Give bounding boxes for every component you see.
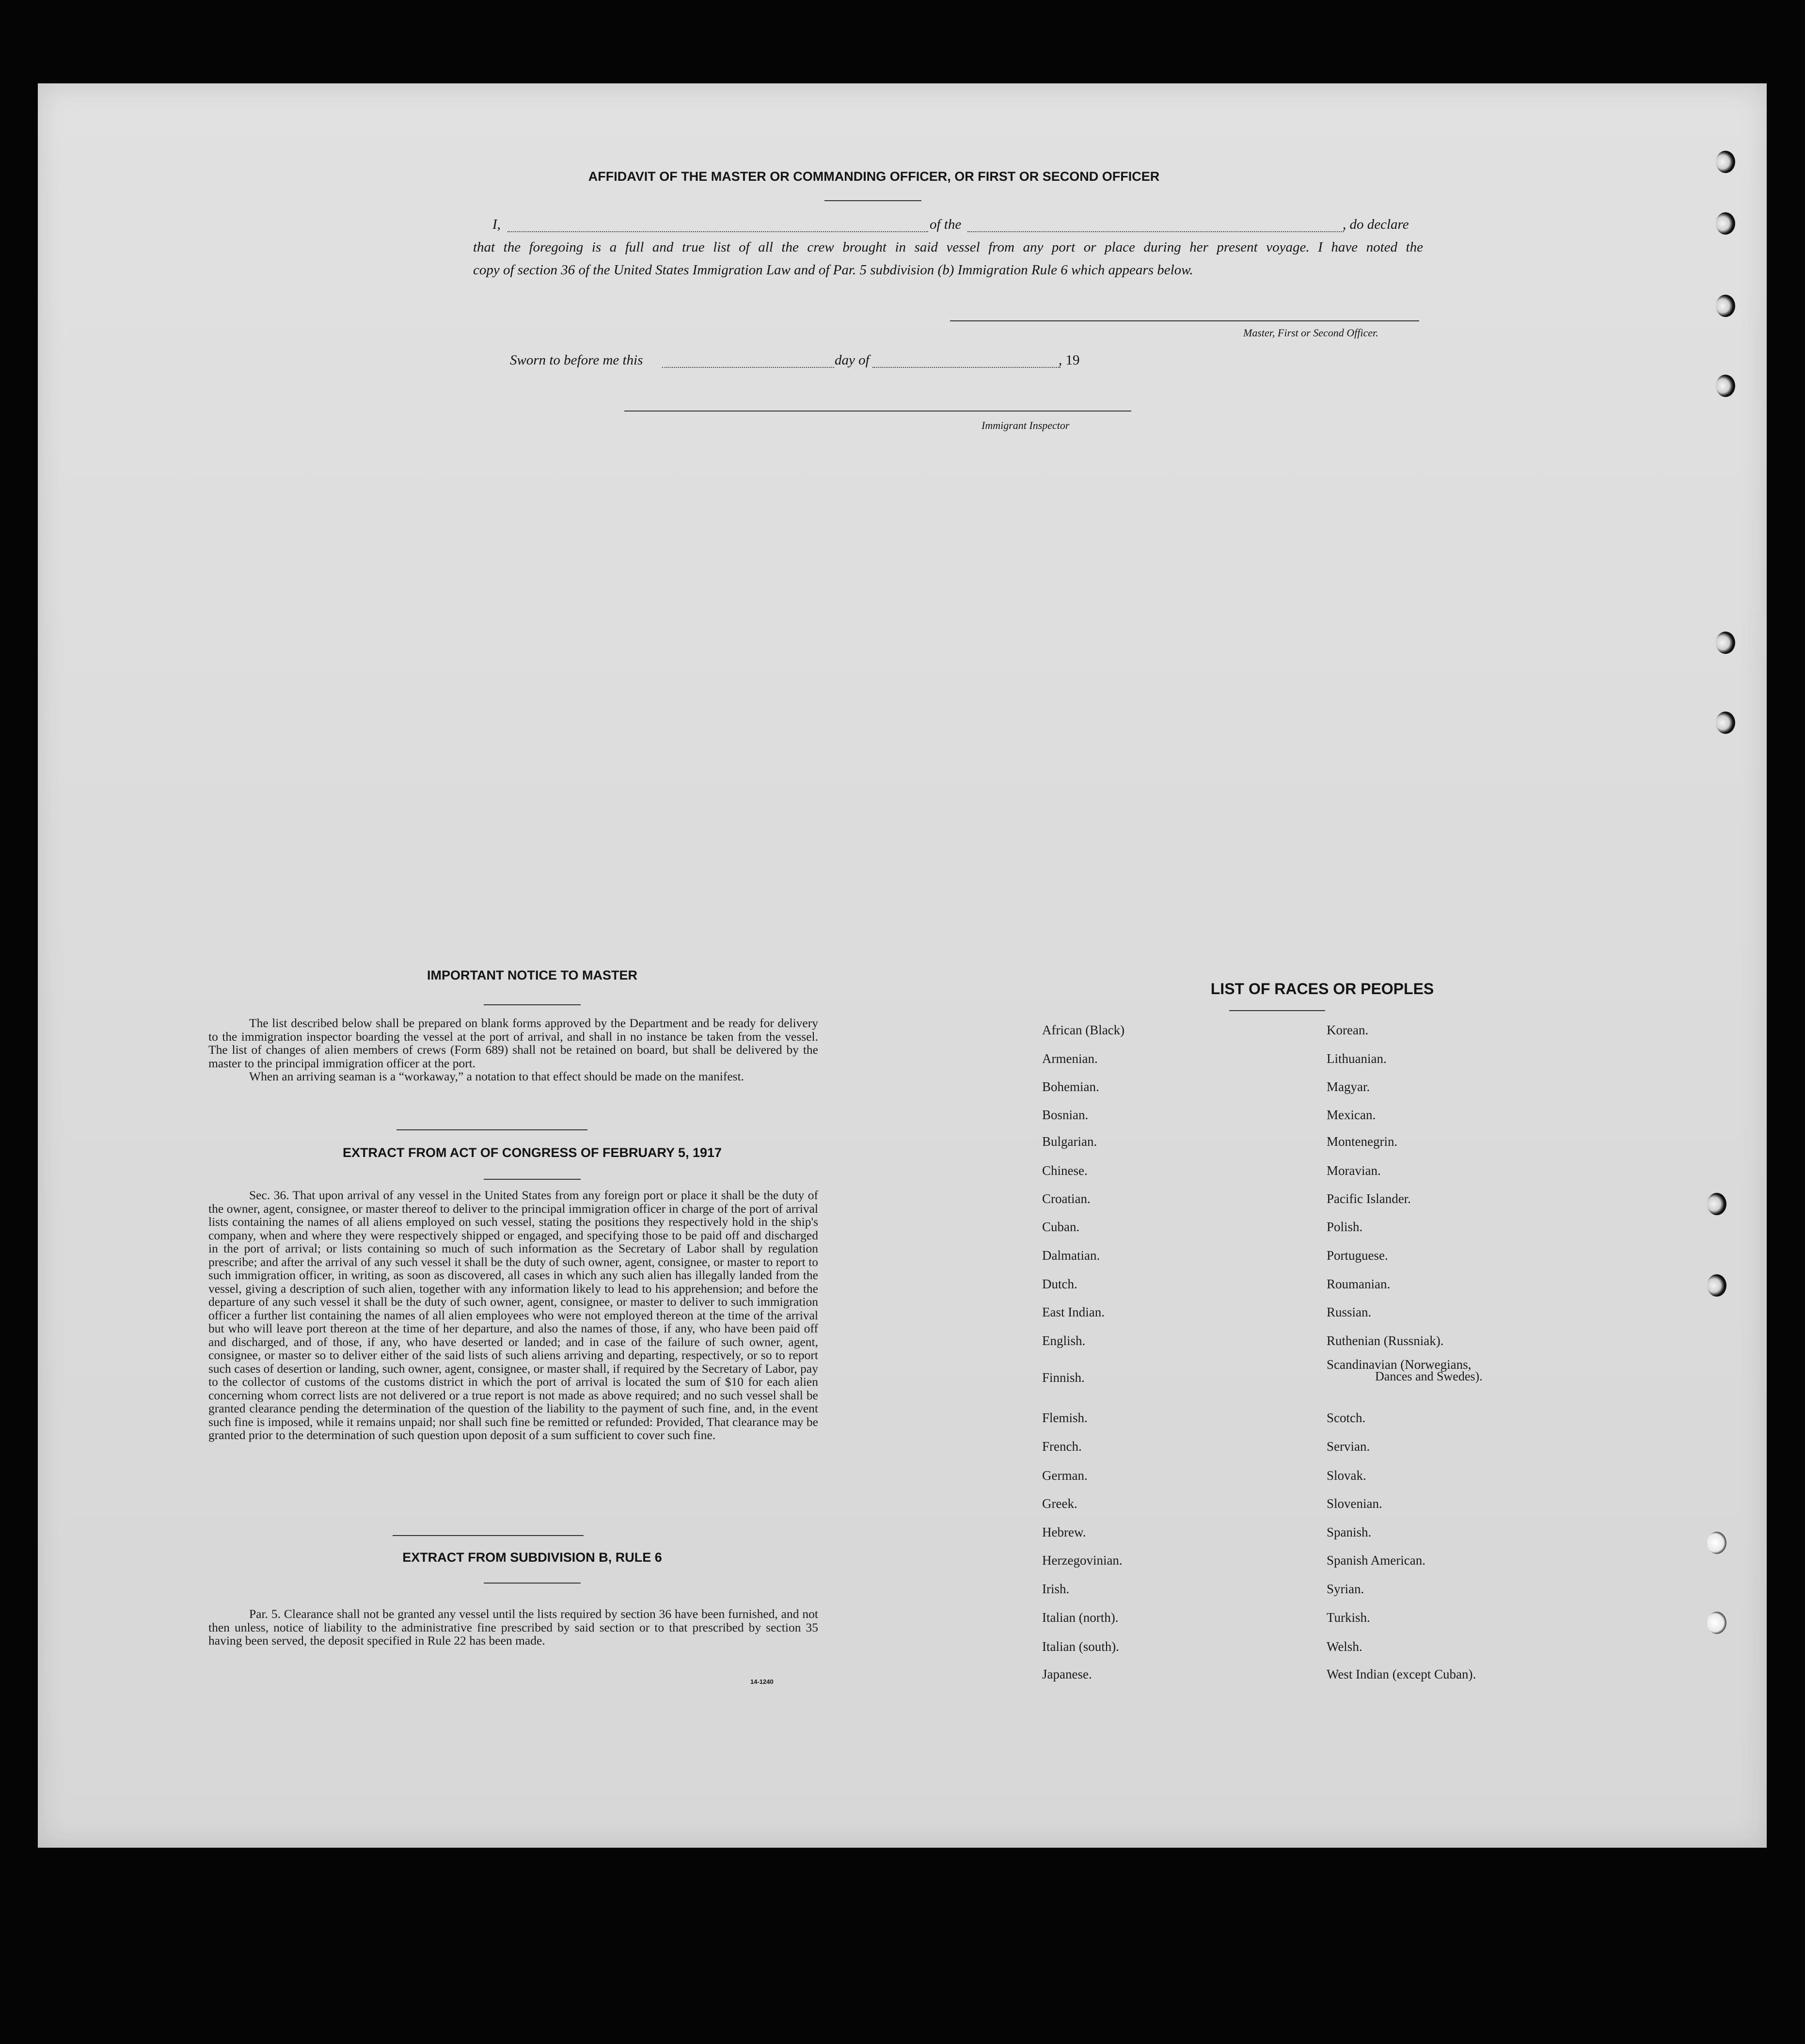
name-blank-field[interactable] xyxy=(507,231,928,232)
signature-label: Master, First or Second Officer. xyxy=(1243,327,1378,339)
rule-extract-title: EXTRACT FROM SUBDIVISION B, RULE 6 xyxy=(402,1550,662,1565)
race-item: Lithuanian. xyxy=(1327,1051,1387,1066)
punch-hole-icon xyxy=(1707,1532,1726,1554)
race-item: Korean. xyxy=(1327,1023,1369,1037)
signature-line[interactable] xyxy=(950,320,1419,321)
race-item: Italian (south). xyxy=(1042,1639,1119,1654)
race-item: French. xyxy=(1042,1439,1082,1454)
punch-hole-icon xyxy=(1716,632,1735,654)
notice-paragraph: When an arriving seaman is a “workaway,” a notation to that effect should be made on the manifest. xyxy=(249,1069,744,1083)
race-item: Syrian. xyxy=(1327,1582,1364,1596)
race-item: Scotch. xyxy=(1327,1410,1366,1425)
race-item: Slovak. xyxy=(1327,1468,1366,1483)
vessel-blank-field[interactable] xyxy=(967,231,1344,232)
document-sheet xyxy=(38,83,1767,1848)
race-item: Scandinavian (Norwegians, xyxy=(1327,1357,1472,1372)
race-item: Portuguese. xyxy=(1327,1248,1388,1263)
affidavit-line2: that the foregoing is a full and true list of all the crew brought in said vessel from any port or place during her present voyage. I have noted the xyxy=(473,239,1423,255)
race-item: Spanish American. xyxy=(1327,1553,1425,1568)
notice-paragraph: The list described below shall be prepared on blank forms approved by the Department and be ready for delivery to the immigration inspector boarding the vessel at the port of arrival, and shall in no instance be taken from the vessel. The list of changes of alien members of crews (Form 689) shall not be retained on board, but shall be delivered by the master to the principal immigration officer at the port. xyxy=(208,1016,818,1070)
sworn-day-of-label: day of xyxy=(835,352,870,368)
divider xyxy=(484,1004,581,1005)
divider xyxy=(1229,1010,1325,1011)
race-item: Spanish. xyxy=(1327,1525,1372,1539)
rule-extract-text xyxy=(208,1607,818,1648)
race-item: Chinese. xyxy=(1042,1163,1088,1178)
punch-hole-icon xyxy=(1707,1193,1726,1215)
race-item: Irish. xyxy=(1042,1582,1070,1596)
punch-hole-icon xyxy=(1716,375,1735,397)
sworn-year-label: , 19 xyxy=(1059,352,1080,368)
race-item: Turkish. xyxy=(1327,1610,1370,1625)
punch-hole-icon xyxy=(1707,1612,1726,1634)
race-item: Dalmatian. xyxy=(1042,1248,1100,1263)
race-item: Mexican. xyxy=(1327,1108,1376,1122)
race-item: Bosnian. xyxy=(1042,1108,1089,1122)
act-extract-text xyxy=(208,1188,818,1442)
race-item: Hebrew. xyxy=(1042,1525,1086,1539)
divider xyxy=(484,1583,581,1584)
race-item: Japanese. xyxy=(1042,1667,1092,1681)
race-item: Roumanian. xyxy=(1327,1277,1391,1291)
affidavit-i-label: I, xyxy=(492,217,501,232)
race-item: African (Black) xyxy=(1042,1023,1125,1037)
race-item: Moravian. xyxy=(1327,1163,1381,1178)
race-item: West Indian (except Cuban). xyxy=(1327,1667,1476,1681)
race-item: Bohemian. xyxy=(1042,1079,1099,1094)
race-item: Italian (north). xyxy=(1042,1610,1119,1625)
divider xyxy=(484,1179,581,1180)
race-item: Cuban. xyxy=(1042,1220,1080,1234)
race-item: Servian. xyxy=(1327,1439,1370,1454)
race-item: Ruthenian (Russniak). xyxy=(1327,1333,1444,1348)
act-section-paragraph: Sec. 36. That upon arrival of any vessel in the United States from any foreign port or place it shall be the duty of the owner, agent, consignee, or master thereof to deliver to the principal immigration officer in charge of the port of arrival lists containing the names of all aliens employed on such vessel, stating the positions they respectively hold in the ship's company, when and where they were respectively shipped or engaged, and specifying those to be paid off and discharged in the port of arrival; or lists containing so much of such information as the Secretary of Labor shall by regulation prescribe; and after the arrival of any such vessel it shall be the duty of such owner, agent, consignee, or master to report to such immigration officer, in writing, as soon as discovered, all cases in which any such alien has illegally landed from the vessel, giving a description of such alien, together with any information likely to lead to his apprehension; and before the departure of any such vessel it shall be the duty of such owner, agent, consignee, or master to deliver to such immigration officer a further list containing the names of all alien employees who were not employed thereon at the time of the arrival but who will leave port thereon at the time of her departure, and also the names of those, if any, who have been paid off and discharged, and of those, if any, who have deserted or landed; and in case of the failure of such owner, agent, consignee, or master so to deliver either of the said lists of such aliens arriving and departing, respectively, or so to report such cases of desertion or landing, such owner, agent, consignee, or master shall, if required by the Secretary of Labor, pay to the collector of customs of the customs district in which the port of arrival is located the sum of $10 for each alien concerning whom correct lists are not delivered or a true report is not made as above required; and no such vessel shall be granted clearance pending the determination of the question of the liability to the payment of such fine, and, in the event such fine is imposed, while it remains unpaid; nor shall such fine be remitted or refunded: Provided, That clearance may be granted prior to the determination of such question upon deposit of a sum sufficient to cover such fine. xyxy=(208,1188,818,1442)
punch-hole-icon xyxy=(1716,151,1735,173)
divider xyxy=(393,1535,584,1536)
punch-hole-icon xyxy=(1707,1274,1726,1297)
race-item: Polish. xyxy=(1327,1220,1363,1234)
punch-hole-icon xyxy=(1716,295,1735,317)
sworn-day-field[interactable] xyxy=(662,367,834,368)
races-title: LIST OF RACES OR PEOPLES xyxy=(1210,980,1434,998)
race-item: German. xyxy=(1042,1468,1088,1483)
punch-hole-icon xyxy=(1716,212,1735,235)
race-item: Welsh. xyxy=(1327,1639,1362,1654)
race-item: Pacific Islander. xyxy=(1327,1191,1411,1206)
sworn-month-field[interactable] xyxy=(872,367,1061,368)
race-item: Croatian. xyxy=(1042,1191,1091,1206)
sworn-label: Sworn to before me this xyxy=(510,352,643,368)
inspector-signature-line[interactable] xyxy=(624,411,1131,412)
race-item: Armenian. xyxy=(1042,1051,1098,1066)
rule-paragraph: Par. 5. Clearance shall not be granted any vessel until the lists required by section 36 have been furnished, and not then unless, notice of liability to the administrative fine prescribed by said section or to that prescribed by section 35 having been served, the deposit specified in Rule 22 has been made. xyxy=(208,1607,818,1648)
race-item: Magyar. xyxy=(1327,1079,1370,1094)
race-item: Dutch. xyxy=(1042,1277,1077,1291)
affidavit-line3: copy of section 36 of the United States Immigration Law and of Par. 5 subdivision (b) Immigration Rule 6 which appears below. xyxy=(473,262,1193,278)
notice-title: IMPORTANT NOTICE TO MASTER xyxy=(427,968,637,982)
divider xyxy=(396,1129,587,1130)
affidavit-of-the-label: of the xyxy=(930,217,962,232)
race-item: Bulgarian. xyxy=(1042,1134,1097,1149)
race-item: English. xyxy=(1042,1333,1086,1348)
affidavit-title: AFFIDAVIT OF THE MASTER OR COMMANDING OFFICER, OR FIRST OR SECOND OFFICER xyxy=(588,169,1160,184)
race-item-continuation: Dances and Swedes). xyxy=(1375,1369,1483,1383)
race-item: Finnish. xyxy=(1042,1370,1085,1385)
race-item: East Indian. xyxy=(1042,1305,1105,1319)
form-number: 14-1240 xyxy=(750,1678,774,1685)
race-item: Montenegrin. xyxy=(1327,1134,1398,1149)
race-item: Russian. xyxy=(1327,1305,1372,1319)
inspector-label: Immigrant Inspector xyxy=(982,419,1070,431)
race-item: Greek. xyxy=(1042,1496,1077,1511)
divider xyxy=(824,200,921,201)
race-item: Flemish. xyxy=(1042,1410,1088,1425)
act-extract-title: EXTRACT FROM ACT OF CONGRESS OF FEBRUARY 5, 1917 xyxy=(342,1145,722,1160)
notice-text xyxy=(208,1016,818,1083)
race-item: Herzegovinian. xyxy=(1042,1553,1123,1568)
affidavit-declare-label: , do declare xyxy=(1343,217,1409,232)
punch-hole-icon xyxy=(1716,712,1735,734)
race-item: Slovenian. xyxy=(1327,1496,1382,1511)
